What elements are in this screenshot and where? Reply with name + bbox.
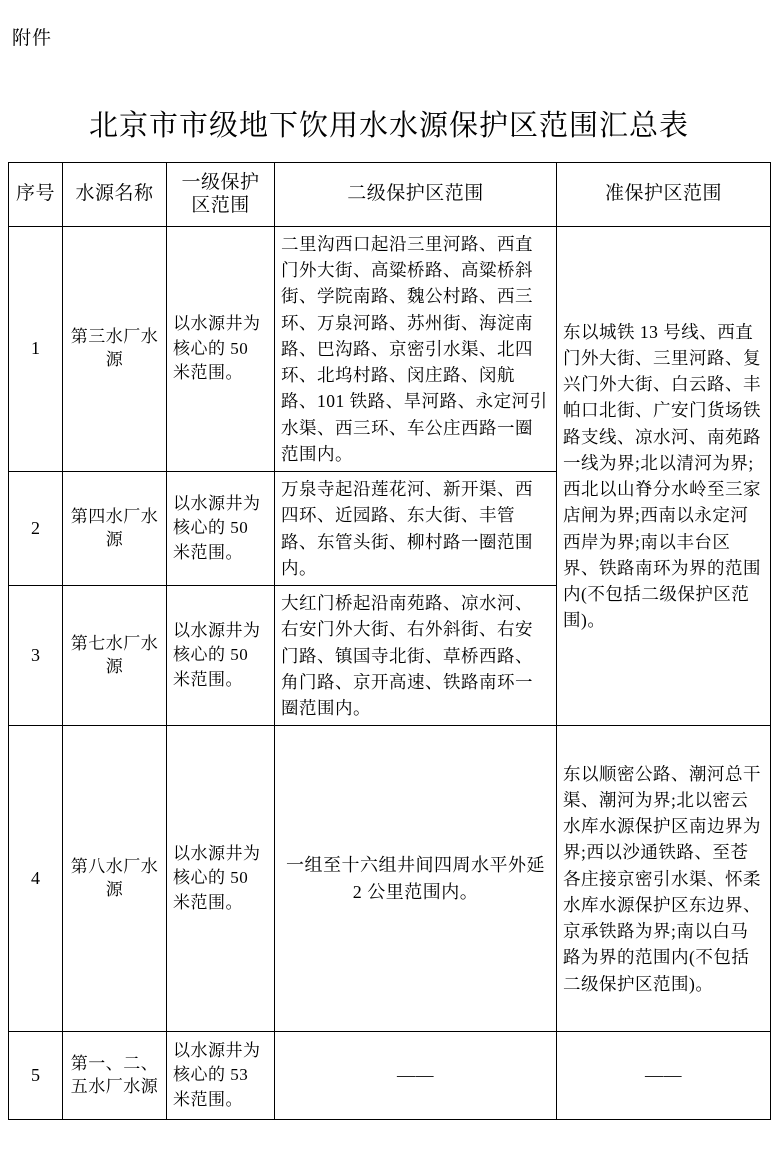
column-header-level2: 二级保护区范围	[275, 162, 557, 226]
row-level2-range: 大红门桥起沿南苑路、凉水河、右安门外大街、右外斜街、右安门路、镇国寺北街、草桥西路、角门路、京开高速、铁路南环一圈范围内。	[275, 586, 557, 726]
table-header	[9, 162, 771, 226]
row-source-name: 第一、二、五水厂水源	[63, 1032, 167, 1120]
row-quasi-range-group-2: 东以顺密公路、潮河总干渠、潮河为界;北以密云水库水源保护区南边界为界;西以沙通铁路、至苍各庄接京密引水渠、怀柔水库水源保护区东边界、京承铁路为界;南以白马路为界的范围内(不包括二级保护区范围)。	[557, 726, 771, 1032]
row-number: 3	[9, 586, 63, 726]
page-title: 北京市市级地下饮用水水源保护区范围汇总表	[88, 109, 689, 142]
table-row	[9, 1032, 771, 1120]
row-level1-range: 以水源井为核心的 53 米范围。	[167, 1032, 275, 1120]
row-source-name: 第七水厂水源	[63, 586, 167, 726]
row-quasi-range-group-1: 东以城铁 13 号线、西直门外大街、三里河路、复兴门外大街、白云路、丰帕口北街、广安门货场铁路支线、凉水河、南苑路一线为界;北以清河为界;西北以山脊分水岭至三家店闸为界;西南以永定河西岸为界;南以丰台区界、铁路南环为界的范围内(不包括二级保护区范围)。	[557, 226, 771, 726]
document-page	[0, 28, 778, 1156]
row-level2-range: 万泉寺起沿莲花河、新开渠、西四环、近园路、东大街、丰管路、东管头街、柳村路一圈范围内。	[275, 472, 557, 586]
column-header-quasi: 准保护区范围	[557, 162, 771, 226]
row-level1-range: 以水源井为核心的 50 米范围。	[167, 472, 275, 586]
row-level2-range: 二里沟西口起沿三里河路、西直门外大街、高粱桥路、高粱桥斜街、学院南路、魏公村路、西三环、万泉河路、苏州街、海淀南路、巴沟路、京密引水渠、北四环、北坞村路、闵庄路、闵航路、101 铁路、旱河路、永定河引水渠、西三环、车公庄西路一圈范围内。	[275, 226, 557, 471]
table-row	[9, 226, 771, 471]
row-level1-range: 以水源井为核心的 50 米范围。	[167, 226, 275, 471]
column-header-no: 序号	[9, 162, 63, 226]
row-level2-range: ——	[275, 1032, 557, 1120]
table-row	[9, 726, 771, 1032]
row-number: 1	[9, 226, 63, 471]
row-number: 2	[9, 472, 63, 586]
attachment-label: 附件	[12, 28, 53, 49]
row-level2-range: 一组至十六组井间四周水平外延 2 公里范围内。	[275, 726, 557, 1032]
table-header-row	[9, 162, 771, 226]
water-source-protection-table	[8, 162, 771, 1121]
row-quasi-range-group-3: ——	[557, 1032, 771, 1120]
table-body	[9, 226, 771, 1120]
row-number: 5	[9, 1032, 63, 1120]
column-header-level1: 一级保护区范围	[167, 162, 275, 226]
row-number: 4	[9, 726, 63, 1032]
row-source-name: 第四水厂水源	[63, 472, 167, 586]
row-source-name: 第三水厂水源	[63, 226, 167, 471]
row-source-name: 第八水厂水源	[63, 726, 167, 1032]
row-level1-range: 以水源井为核心的 50 米范围。	[167, 586, 275, 726]
row-level1-range: 以水源井为核心的 50 米范围。	[167, 726, 275, 1032]
column-header-source-name: 水源名称	[63, 162, 167, 226]
